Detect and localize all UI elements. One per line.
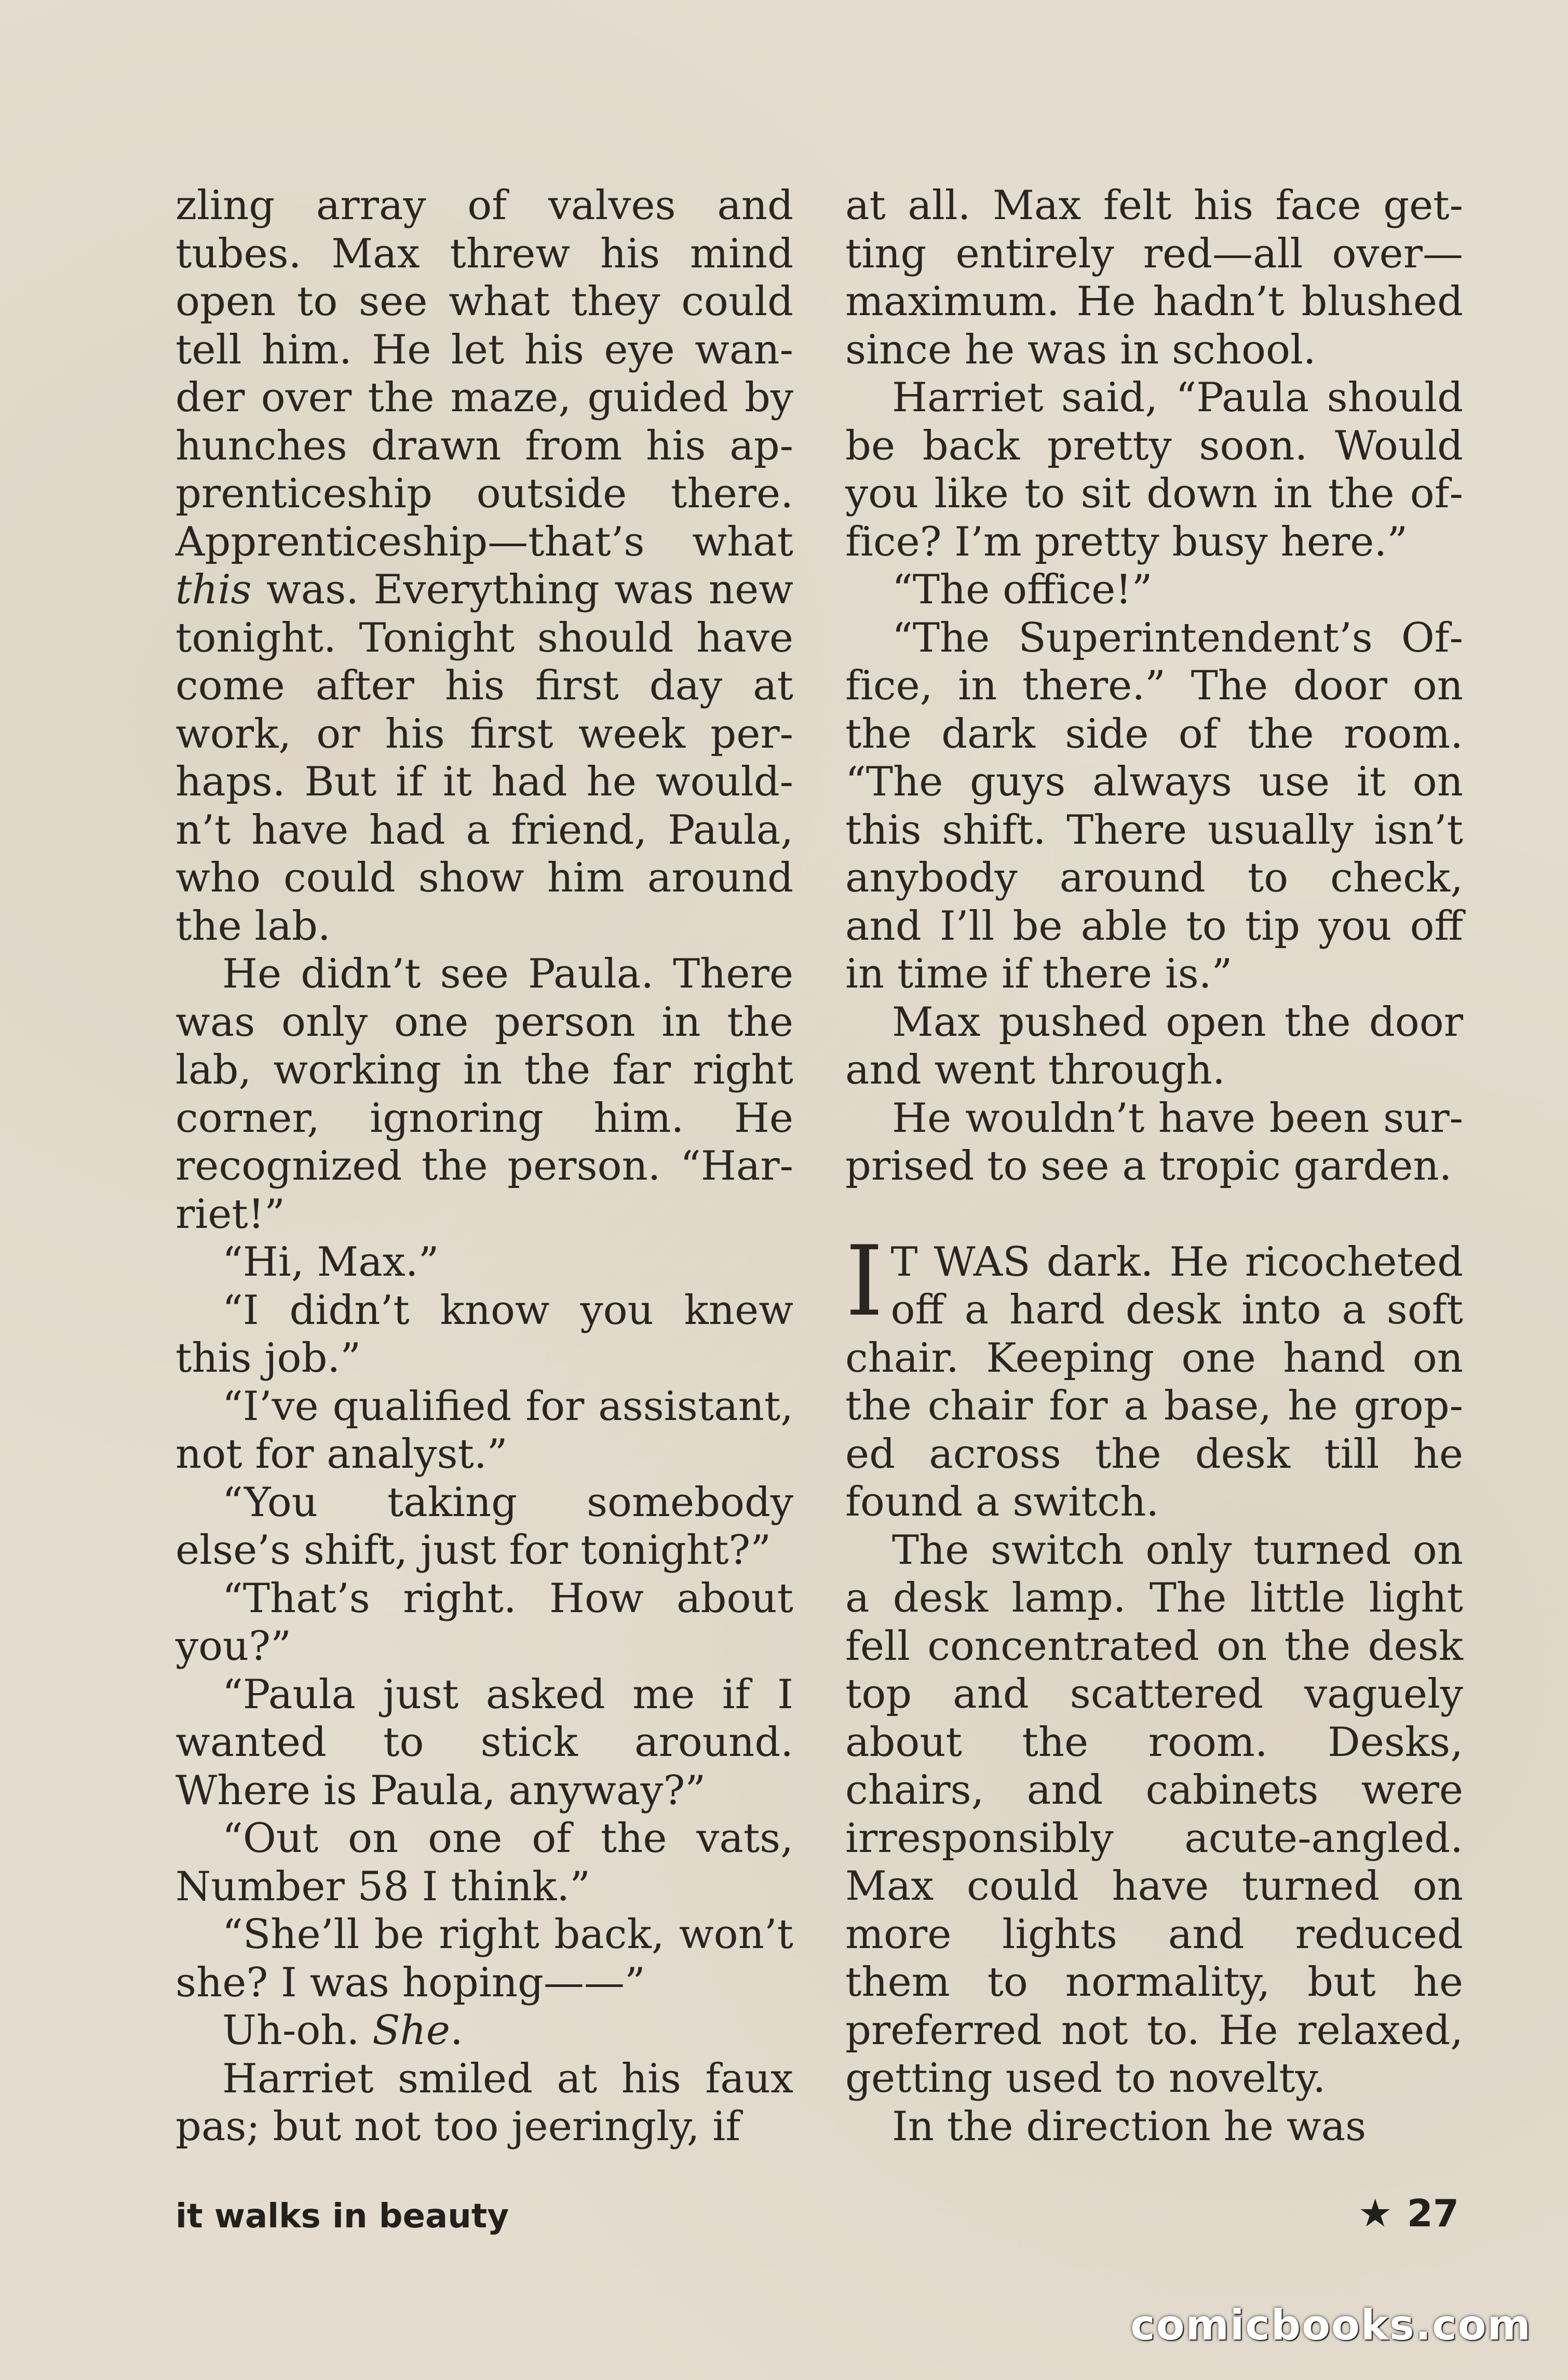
paragraph: “I’ve qualified for assistant, not for analyst.” <box>175 1383 793 1478</box>
paragraph: He didn’t see Paula. There was only one person in the lab, working in the far right corner, ignoring him. He recognized the person. “Harriet!” <box>175 951 793 1238</box>
paragraph: “The office!” <box>892 566 1153 613</box>
paragraph: “You taking somebody else’s shift, just for tonight?” <box>175 1479 793 1574</box>
paragraph: “Hi, Max.” <box>222 1239 439 1286</box>
left-column <box>175 182 793 2151</box>
paragraph: The switch only turned on a desk lamp. The little light fell concentrated on the desk top and scattered vaguely about the room. Desks, chairs, and cabinets were irresponsibly acute-angled. Max could have turned on more lights and reduced them to normality, but he preferred not to. He relaxed, getting used to novelty. <box>845 1526 1463 2102</box>
paragraph: zling array of valves and tubes. Max threw his mind open to see what they could tell him. He let his eye wander over the maze, guided by hunches drawn from his apprenticeship outside there. Apprenticeship—that’s what this was. Everything was new tonight. Tonight should have come after his first day at work, or his first week perhaps. But if it had he wouldn’t have had a friend, Paula, who could show him around the lab. <box>175 182 793 950</box>
paragraph: Max pushed open the door and went through. <box>845 998 1463 1093</box>
paragraph: at all. Max felt his face getting entirely red—all over—maximum. He hadn’t blushed since he was in school. <box>845 182 1463 373</box>
drop-cap: I <box>845 1224 884 1337</box>
paragraph: “The Superintendent’s Office, in there.” The door on the dark side of the room. “The guys always use it on this shift. There usually isn’t anybody around to check, and I’ll be able to tip you off in time if there is.” <box>845 614 1463 997</box>
page-number: 27 <box>1407 2192 1459 2235</box>
paragraph: “I didn’t know you knew this job.” <box>175 1287 793 1382</box>
paragraph: Uh-oh. She. <box>222 2007 463 2054</box>
section-start-paragraph: I T WAS dark. He ricocheted off a hard desk into a soft chair. Keeping one hand on the chair for a base, he groped across the desk till he found a switch. <box>845 1224 1463 1525</box>
paragraph: Harriet said, “Paula should be back pretty soon. Would you like to sit down in the office? I’m pretty busy here.” <box>845 374 1463 565</box>
star-icon: ★ <box>1358 2191 1393 2236</box>
paragraph: He wouldn’t have been surprised to see a tropic garden. <box>845 1094 1463 1189</box>
paragraph: “Out on one of the vats, Number 58 I think.” <box>175 1815 793 1910</box>
paragraph: “Paula just asked me if I wanted to stick around. Where is Paula, anyway?” <box>175 1671 793 1814</box>
paragraph: “That’s right. How about you?” <box>175 1575 793 1670</box>
page-number-block <box>1358 2191 1459 2236</box>
paragraph: “She’ll be right back, won’t she? I was hoping——” <box>175 1911 793 2006</box>
paragraph: In the direction he was <box>892 2103 1367 2150</box>
running-title: it walks in beauty <box>175 2197 509 2236</box>
watermark: comicbooks.com <box>1130 2301 1532 2349</box>
paragraph: Harriet smiled at his faux pas; but not too jeeringly, if <box>175 2055 793 2150</box>
right-column <box>845 182 1463 2151</box>
